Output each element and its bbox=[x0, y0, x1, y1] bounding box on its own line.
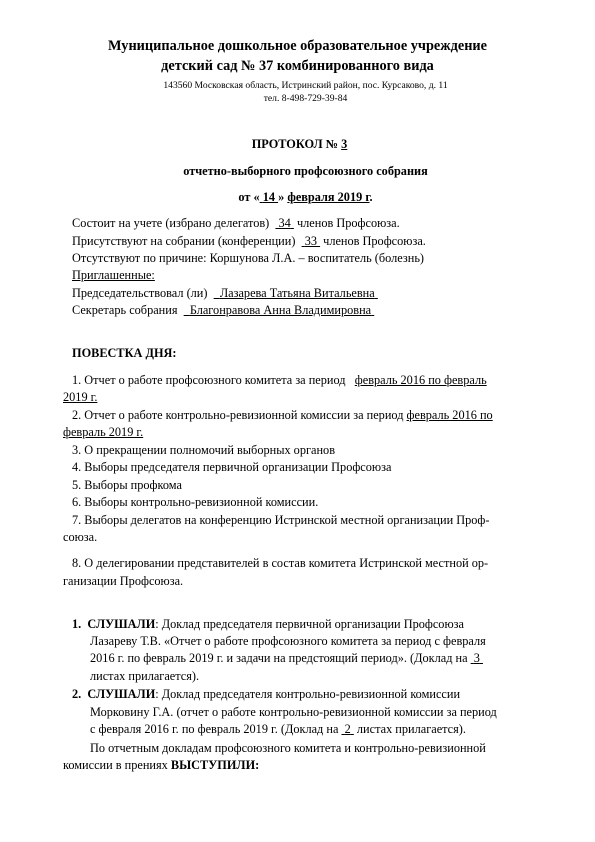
heard-1-line3: 2016 г. по февраль 2019 г. и задачи на предстоящий период». (Доклад на 3 bbox=[90, 651, 483, 666]
agenda-item-4: 4. Выборы председателя первичной организации Профсоюза bbox=[72, 460, 392, 474]
date-day: 14 bbox=[262, 190, 276, 204]
discussion-spoke-label: ВЫСТУПИЛИ: bbox=[170, 758, 260, 772]
absent-line: Отсутствуют по причине: Коршунова Л.А. – воспитатель (болезнь) bbox=[72, 251, 425, 265]
heard-2-label: СЛУШАЛИ bbox=[87, 687, 156, 701]
heard-1-number: 1. bbox=[72, 617, 82, 631]
invited-label: Приглашенные: bbox=[72, 268, 155, 282]
secretary-name: Благонравова Анна Владимировна bbox=[189, 303, 372, 317]
agenda-item-2-line1: 2. Отчет о работе контрольно-ревизионной комиссии за период февраль 2016 по bbox=[72, 408, 493, 422]
agenda-item-7-line2: союза. bbox=[63, 530, 98, 544]
agenda-item-1-period: февраль 2016 по февраль bbox=[354, 373, 487, 387]
heard-1-label: СЛУШАЛИ bbox=[87, 617, 156, 631]
agenda-item-6: 6. Выборы контрольно-ревизионной комиссии. bbox=[72, 495, 319, 509]
protocol-subtitle: отчетно-выборного профсоюзного собрания bbox=[183, 164, 428, 178]
agenda-item-2-period: февраль 2016 по bbox=[406, 408, 493, 422]
chair-name: Лазарева Татьяна Витальевна bbox=[219, 286, 375, 300]
discussion-line2: комиссии в прениях ВЫСТУПИЛИ: bbox=[63, 758, 260, 772]
org-name-line2: детский сад № 37 комбинированного вида bbox=[161, 58, 434, 74]
heard-1-line1: 1. СЛУШАЛИ: Доклад председателя первичной организации Профсоюза bbox=[72, 617, 464, 631]
agenda-item-2-line2: февраль 2019 г. bbox=[63, 425, 144, 439]
agenda-item-3: 3. О прекращении полномочий выборных органов bbox=[72, 443, 336, 457]
date-month-year: февраля 2019 г bbox=[287, 190, 370, 204]
org-name-line1: Муниципальное дошкольное образовательное учреждение bbox=[107, 38, 488, 54]
date-mid: » bbox=[278, 190, 285, 204]
protocol-title-prefix: ПРОТОКОЛ № bbox=[251, 137, 339, 151]
agenda-item-8-line1: 8. О делегировании представителей в состав комитета Истринской местной ор- bbox=[72, 556, 489, 570]
heard-2-line1: 2. СЛУШАЛИ: Доклад председателя контрольно-ревизионной комиссии bbox=[72, 687, 461, 701]
registered-count: 34 bbox=[278, 216, 291, 230]
agenda-heading: ПОВЕСТКА ДНЯ: bbox=[72, 346, 177, 360]
org-phone: тел. 8-498-729-39-84 bbox=[263, 93, 348, 104]
agenda-item-7-line1: 7. Выборы делегатов на конференцию Истринской местной организации Проф- bbox=[72, 513, 490, 527]
heard-1-line2: Лазареву Т.В. «Отчет о работе профсоюзного комитета за период с февраля bbox=[90, 634, 486, 648]
registered-line: Состоит на учете (избрано делегатов) 34 членов Профсоюза. bbox=[72, 216, 400, 230]
date-end: . bbox=[369, 190, 373, 204]
heard-2-line3: с февраля 2016 г. по февраль 2019 г. (Доклад на 2 листах прилагается). bbox=[90, 722, 466, 736]
discussion-line1: По отчетным докладам профсоюзного комитета и контрольно-ревизионной bbox=[90, 741, 486, 755]
heard-1-pages: 3 bbox=[473, 651, 480, 665]
protocol-date bbox=[8, 190, 595, 205]
org-address: 143560 Московская область, Истринский район, пос. Курсаково, д. 11 bbox=[163, 80, 448, 91]
protocol-number: 3 bbox=[341, 137, 348, 151]
heard-2-pages: 2 bbox=[344, 722, 351, 736]
present-line: Присутствуют на собрании (конференции) 33 членов Профсоюза. bbox=[72, 234, 426, 248]
heard-1-line4: листах прилагается). bbox=[90, 669, 200, 683]
agenda-item-8-line2: ганизации Профсоюза. bbox=[63, 574, 184, 588]
protocol-title bbox=[2, 137, 595, 152]
agenda-item-5: 5. Выборы профкома bbox=[72, 478, 182, 492]
heard-2-line2: Морковину Г.А. (отчет о работе контрольно-ревизионной комиссии за период bbox=[90, 705, 497, 719]
agenda-item-1-line2: 2019 г. bbox=[63, 390, 98, 404]
heard-2-number: 2. bbox=[72, 687, 82, 701]
agenda-item-1-line1: 1. Отчет о работе профсоюзного комитета за период февраль 2016 по февраль bbox=[72, 373, 487, 387]
date-prefix: от « bbox=[238, 190, 260, 204]
present-count: 33 bbox=[304, 234, 317, 248]
secretary-line: Секретарь собрания Благонравова Анна Владимировна bbox=[72, 303, 374, 318]
chair-line: Председательствовал (ли) Лазарева Татьяна Витальевна bbox=[72, 286, 378, 301]
